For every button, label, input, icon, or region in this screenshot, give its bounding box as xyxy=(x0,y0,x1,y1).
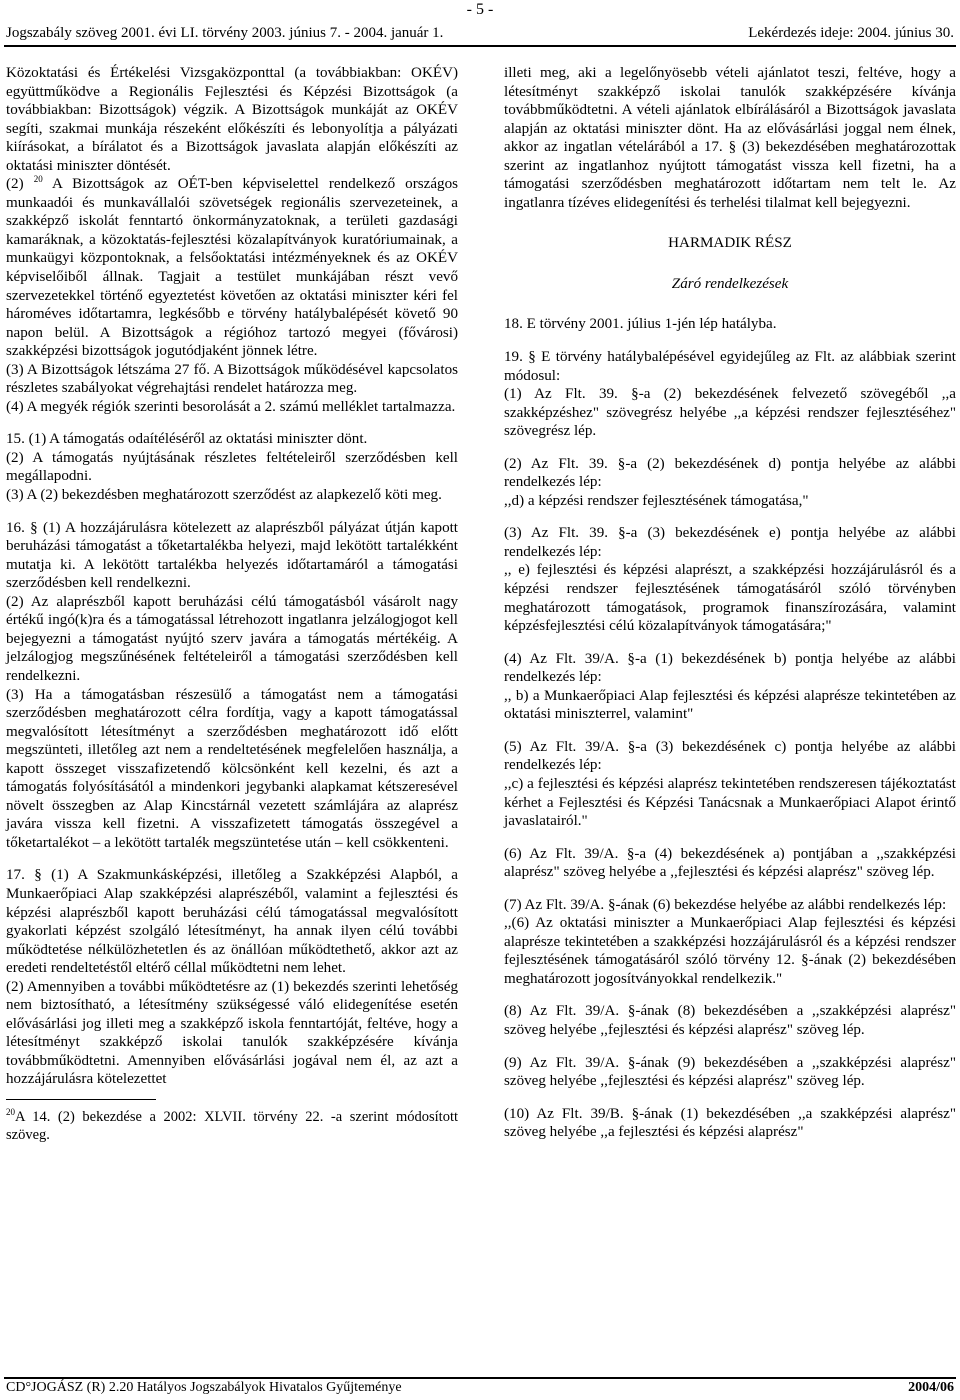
paragraph: (2) A támogatás nyújtásának részletes feltételeiről szerződésben kell megállapodni. xyxy=(6,449,458,485)
amendment-item: (1) Az Flt. 39. §-a (2) bekezdésének felvezető szövegéből ,,a szakképzéshez" szövegrész helyébe ,,a képzési rendszer fejlesztéséhez" szövegrész lép. xyxy=(504,386,956,440)
part-subtitle: Záró rendelkezések xyxy=(671,275,789,292)
amendment-item: (8) Az Flt. 39/A. §-ának (8) bekezdésében a ,,szakképzési alaprész" szöveg helyébe ,,fejlesztési és képzési alaprész" szöveg lép. xyxy=(504,1003,956,1038)
footnote xyxy=(6,1108,458,1144)
amendment-item: (5) Az Flt. 39/A. §-a (3) bekezdésének c) pontja helyébe az alábbi rendelkezés lép: ,,c) a fejlesztési és képzési alaprész tekintetében rendszeresen tájékoztatást kérhet a Fejlesztési és Képzési Tanácsnak a Munkaerőpiaci Alapot érintő javaslatairól." xyxy=(504,738,956,830)
paragraph: 17. § (1) A Szakmunkásképzési, illetőleg a Szakképzési Alapból, a Munkaerőpiaci Alap szakképzési alaprészéből, valamint a fejlesztési és képzési alaprészből kapott beruházási célú támogatással megvalósított gyakorlati képzést szolgáló létesítményt, ha annak ilyen célú további működtetése nélkülözhetetlen és az önállóan működtethető, akkor azt az eredeti rendeltetéstől eltérő céllal működtetni nem lehet. xyxy=(6,867,458,977)
part-title: HARMADIK RÉSZ xyxy=(668,235,792,252)
amendment-item: (6) Az Flt. 39/A. §-a (4) bekezdésének a) pontjában a ,,szakképzési alaprész" szöveg helyébe a ,,fejlesztési és képzési alaprész" szöveg lép. xyxy=(504,845,956,881)
amendment-item: (3) Az Flt. 39. §-a (3) bekezdésének e) pontja helyébe az alábbi rendelkezés lép: ,, e) fejlesztési és képzési alaprészt, a szakképzési hozzájárulásról és a képzési rendszer fejlesztésének támogatásáról szóló törvényben meghatározott támogatások, programok finanszírozására, valamint képzésfejlesztési célú közalapítványok támogatására;" xyxy=(504,525,956,635)
amendment-item: (4) Az Flt. 39/A. §-a (1) bekezdésének b) pontja helyébe az alábbi rendelkezés lép: ,, b) a Munkaerőpiaci Alap fejlesztési és képzési alaprésze tekintetében az oktatási miniszterrel, valamint" xyxy=(504,650,956,723)
amendment-item: (7) Az Flt. 39/A. §-ának (6) bekezdése helyébe az alábbi rendelkezés lép: ,,(6) Az oktatási miniszter a Munkaerőpiaci Alap fejlesztési és képzési alaprésze tekintetében a szakképzési hozzájárulásról és a képzési rendszer fejlesztésének támogatásáról szóló törvény 12. §-ának (2) bekezdésében meghatározott jogosítványokkal rendelkezik." xyxy=(504,896,956,987)
footer-edition: 2004/06 xyxy=(908,1380,954,1395)
footnote-text: A 14. (2) bekezdése a 2002: XLVII. törvény 22. -a szerint módosított szöveg. xyxy=(6,1108,458,1143)
section-18: 18. E törvény 2001. július 1-jén lép hatályba. xyxy=(504,316,777,333)
paragraph-number: (2) xyxy=(6,176,24,193)
left-column xyxy=(6,64,458,1144)
page-number: - 5 - xyxy=(466,1,494,18)
paragraph: 16. § (1) A hozzájárulásra kötelezett az alaprészből pályázat útján kapott beruházási támogatást a tőketartalékba helyezi, majd lekötött tartalékként mutatja ki. A lekötött tartalékba helyezés időtartamáról a támogatási szerződésben kell rendelkezni. xyxy=(6,519,458,592)
amendment-item: (2) Az Flt. 39. §-a (2) bekezdésének d) pontja helyébe az alábbi rendelkezés lép: ,,d) a képzési rendszer fejlesztésének támogatása," xyxy=(504,455,956,509)
paragraph: (3) A (2) bekezdésben meghatározott szerződést az alapkezelő köti meg. xyxy=(6,487,442,504)
header-query-date: Lekérdezés ideje: 2004. június 30. xyxy=(748,25,954,41)
paragraph: (3) Ha a támogatásban részesülő a támogatást nem a támogatási szerződésben meghatározott célra fordítja, vagy a kapott támogatással megvalósított létesítményt a szerződésben meghatározott idő előtt megszünteti, illetőleg azt nem a rendeltetésének megfelelően használja, a kapott összeget visszafizetendő kölcsönként kell kezelni, és azt a támogatás folyósításától a mindenkori jegybanki alapkamat kétszeresével növelt összegben az Alap Kincstárnál vezetett számlájára az alaprész javára vissza kell fizetni. A visszafizetett támogatás összegével a tőketartalékot – a lekötött tartalék megszüntetése után – kell csökkenteni. xyxy=(6,686,458,851)
paragraph: (3) A Bizottságok létszáma 27 fő. A Bizottságok működésével kapcsolatos részletes szabályokat végrehajtási rendelet határozza meg. xyxy=(6,361,458,397)
header-source: Jogszabály szöveg 2001. évi LI. törvény 2003. június 7. - 2004. január 1. xyxy=(6,25,444,41)
paragraph: (2) Az alaprészből kapott beruházási célú támogatásból vásárolt nagy értékű ingó(k)ra és a támogatással létrehozott ingatlanra jelzálogjogot kell bejegyezni a támogatást nyújtó szerv javára a támogatás mértékéig. A jelzálogjog megszűnésének feltételeiről a támogatási szerződésben kell rendelkezni. xyxy=(6,593,458,684)
footnote-rule xyxy=(6,1099,156,1100)
right-column xyxy=(504,64,956,1142)
amendment-item: (10) Az Flt. 39/B. §-ának (1) bekezdésében ,,a szakképzési alaprész" szöveg helyébe ,,a fejlesztési és képzési alaprész" xyxy=(504,1105,956,1141)
header-rule xyxy=(4,45,956,47)
footnote-reference: 20 xyxy=(33,174,43,185)
section-19: 19. § E törvény hatálybalépésével egyidejűleg az Flt. az alábbiak szerint módosul: xyxy=(504,349,956,384)
paragraph: (2) Amennyiben a további működtetésre az (1) bekezdés szerinti lehetőség nem biztosítható, a létesítmény szükségessé váló elidegenítése esetén elővásárlási jog illeti meg a szakképző iskola fenntartóját, feltéve, hogy a létesítményt szakképző iskolai tanulók szakképzésére kívánja továbbműködtetni. Amennyiben elővásárlási jogával nem él, az azt a hozzájárulásra kötelezettet xyxy=(6,978,458,1088)
paragraph: illeti meg, aki a legelőnyösebb vételi ajánlatot teszi, feltéve, hogy a létesítményt szakképző iskolai tanulók szakképzésére kívánja továbbműködtetni. A vételi ajánlatok elbírálásáról a Bizottságok javaslata alapján az oktatási miniszter dönt. Ha az elővásárlási joggal nem élnek, akkor az ingatlan vételárából a 17. § (3) bekezdésében meghatározottak szerint az ingatlanhoz nyújtott támogatást vissza kell fizetni, ha a támogatási szerződésben meghatározott időtartam nem telt le. Az ingatlanra tízéves elidegenítési és terhelési tilalmat kell bejegyezni. xyxy=(504,65,956,211)
paragraph: 15. (1) A támogatás odaítéléséről az oktatási miniszter dönt. xyxy=(6,431,368,448)
footnote-mark: 20 xyxy=(6,1107,15,1118)
footer-source: CD°JOGÁSZ (R) 2.20 Hatályos Jogszabályok Hivatalos Gyűjteménye xyxy=(6,1380,402,1395)
paragraph: Közoktatási és Értékelési Vizsgaközponttal (a továbbiakban: OKÉV) együttműködve a Regionális Fejlesztési és Képzési Bizottságok (a továbbiakban: Bizottságok) végzik. A Bizottságok munkáját az OKÉV segíti, szakmai munkája részeként előkészíti és lebonyolítja a pályázati kiírásokat, a bírálatot és a Bizottságok javaslata alapján előkészíti az oktatási miniszter döntését. xyxy=(6,65,458,174)
paragraph: (2) $^{20}$ A Bizottságok az OÉT-ben képviselettel rendelkező országos munkaadói és munkavállalói szövetségek regionális szervezeteinek, a szakképző iskolát fenntartó önkormányzatoknak, a területi gazdasági kamaráknak, a közoktatás-fejlesztési közalapítványok kuratóriumainak, a munkaügyi központoknak, a felsőoktatási intézményeknek és az OKÉV képviselőiből állnak. Tagjait a testület munkájában részt vevő szervezetekkel történő egyeztetést követően az oktatási miniszter kéri fel hároméves időtartamra, legkésőbb e törvény hatálybalépését követő 90 napon belül. A Bizottságok a régióhoz tartozó megyei (fővárosi) szakképzési bizottságok jogutódjaként jönnek létre. xyxy=(6,174,458,360)
paragraph: (4) A megyék régiók szerinti besorolását a 2. számú melléklet tartalmazza. xyxy=(6,398,456,415)
amendment-item: (9) Az Flt. 39/A. §-ának (9) bekezdésében a ,,szakképzési alaprész" szöveg helyébe ,,fejlesztési és képzési alaprész" szöveg lép. xyxy=(504,1054,956,1090)
footer-rule xyxy=(4,1377,956,1379)
